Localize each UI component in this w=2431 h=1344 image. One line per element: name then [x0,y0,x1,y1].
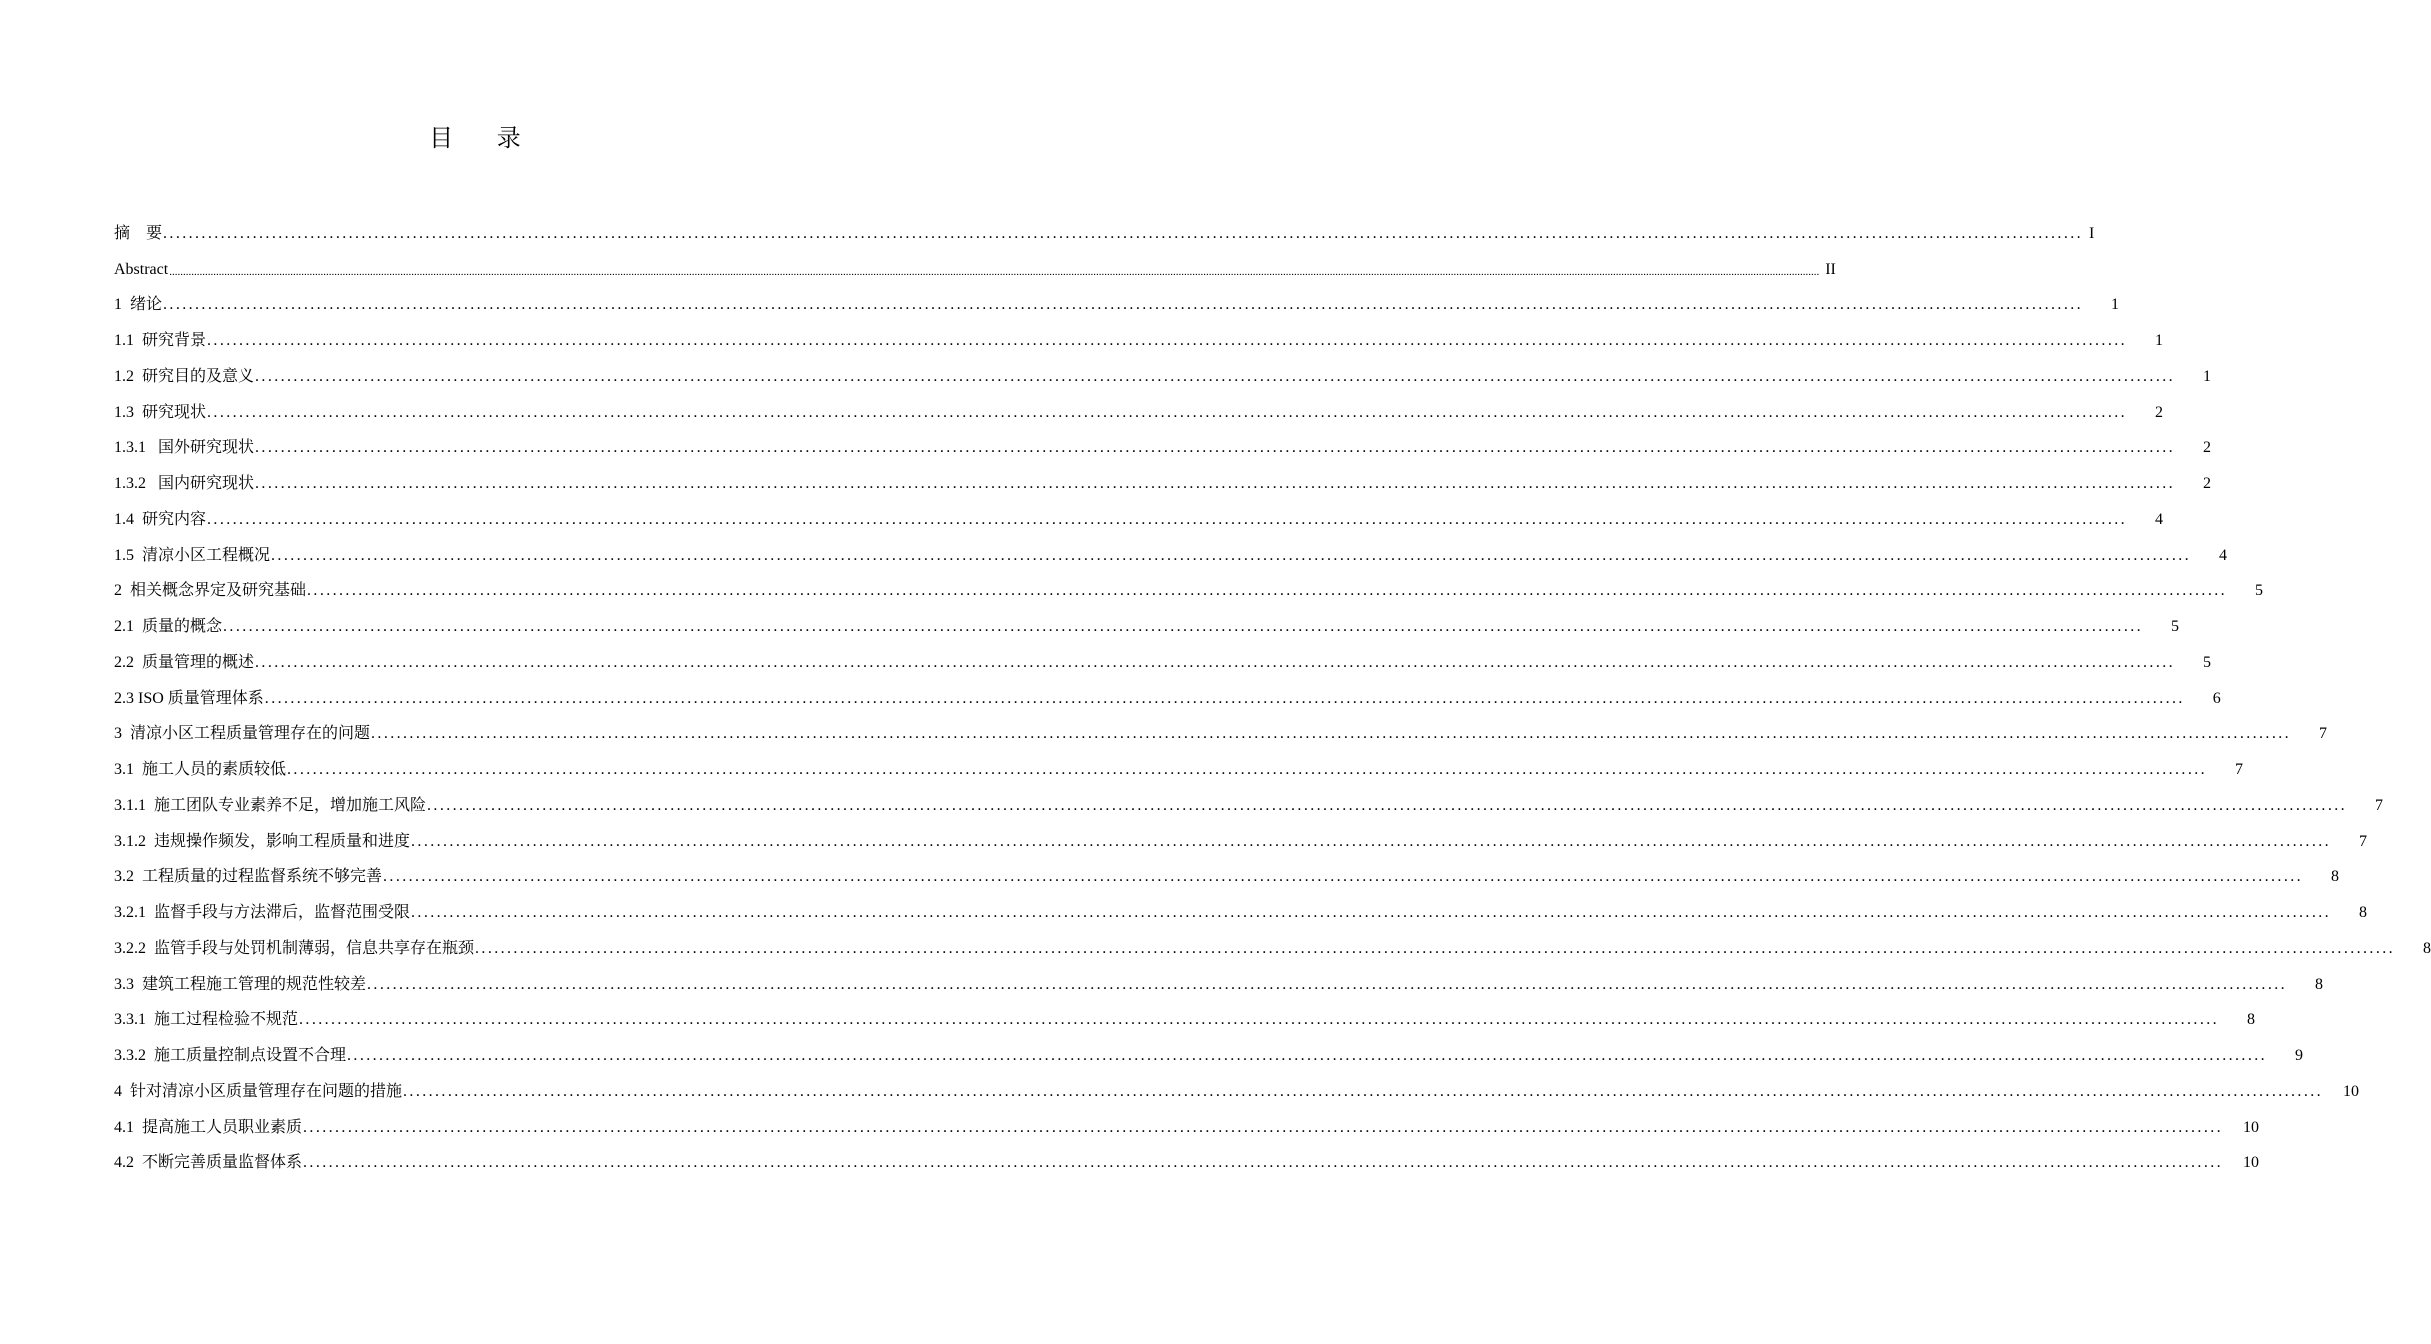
toc-title: 目 录 [429,124,539,152]
toc-entry-label: 3.3 建筑工程施工管理的规范性较差 [114,975,367,993]
toc-entry[interactable] [114,637,2212,673]
toc-dot-leader: ............................................................................................................................................................................................................................................................................................................ [347,1047,2268,1064]
toc-entry-page: 8 [2359,904,2368,921]
toc-list [114,208,2431,1173]
toc-entry-label: 1.3.2 国内研究现状 [114,475,255,492]
toc-entry-page: 10 [2243,1154,2260,1172]
toc-entry-page: 8 [2315,975,2324,993]
toc-entry[interactable] [114,816,2368,852]
toc-dot-leader: ............................................................................................................................................................................................................................................................................................................ [255,439,2176,457]
toc-entry-label: 1.5 清凉小区工程概况 [114,546,271,564]
toc-dot-leader: ............................................................................................................................................................................................................................................................................................................ [475,939,2396,957]
toc-dot-leader: ............................................................................................................................................................................................................................................................................................................ [367,975,2288,993]
toc-dot-leader: ............................................................................................................................................................................................................................................................................................................ [223,618,2144,635]
toc-entry-page: II [1825,260,1836,278]
toc-entry-label: 1.4 研究内容 [114,510,207,528]
toc-dot-leader: ............................................................................................................................................................................................................................................................................................................ [207,510,2128,528]
toc-entry-label: 2.3 ISO 质量管理体系 [114,689,264,707]
toc-dot-leader: ............................................................................................................................................................................................................................................................................................................ [255,367,2176,385]
toc-entry-page: 6 [2212,689,2221,707]
toc-dot-leader: ............................................................................................................................................................................................................................................................................................................ [383,868,2304,886]
toc-dot-leader: ............................................................................................................................................................................................................................................................................................................ [207,332,2128,349]
toc-entry-page: 8 [2247,1011,2256,1029]
toc-entry-page: 7 [2235,761,2244,778]
toc-entry[interactable] [114,1102,2260,1138]
toc-entry-label: 1.1 研究背景 [114,332,207,349]
toc-entry-label: 1.3 研究现状 [114,403,207,421]
toc-entry[interactable] [114,1030,2304,1066]
toc-entry-label: 3.2.2 监管手段与处罚机制薄弱，信息共享存在瓶颈 [114,939,475,957]
toc-dot-leader: ............................................................................................................................................................................................................................................................................................................ [299,1011,2220,1029]
toc-entry-label: 3.2 工程质量的过程监督系统不够完善 [114,868,383,886]
toc-entry[interactable] [114,852,2340,888]
toc-entry[interactable] [114,709,2328,745]
toc-entry-page: 4 [2219,546,2228,564]
toc-entry-page: 5 [2255,582,2264,600]
toc-entry-page: 2 [2155,403,2164,421]
toc-dot-leader: ............................................................................................................................................................................................................................................................................................................ [271,546,2192,564]
toc-dot-leader: ............................................................................................................................................................................................................................................................................................................ [371,725,2292,743]
toc-entry-page: 5 [2171,618,2180,635]
toc-entry[interactable] [114,280,2120,316]
toc-entry-label: 3.1 施工人员的素质较低 [114,761,287,778]
toc-entry[interactable] [114,995,2256,1031]
toc-entry[interactable] [114,673,2221,709]
toc-dot-leader: ............................................................................................................................................................................................................................................................................................................ [207,403,2128,421]
toc-entry[interactable] [114,1066,2360,1102]
toc-entry-label: 4.1 提高施工人员职业素质 [114,1118,303,1136]
toc-dot-leader: ............................................................................................................................................................................................................................................................................................................ [427,796,2348,814]
toc-entry[interactable] [114,1138,2260,1174]
toc-dot-leader: ............................................................................................................................................................................................................................................................................................................ [163,296,2084,314]
toc-entry[interactable] [114,887,2368,923]
toc-entry-page: 4 [2155,510,2164,528]
toc-entry-label: 4 针对清凉小区质量管理存在问题的措施 [114,1082,403,1100]
toc-entry-label: Abstract [114,260,169,278]
toc-entry-page: 7 [2319,725,2328,743]
toc-dot-leader: ............................................................................................................................................................................................................................................................................................................ [307,582,2228,600]
toc-entry[interactable] [114,387,2164,423]
toc-entry[interactable] [114,208,2095,244]
toc-entry[interactable] [114,494,2164,530]
toc-entry-page: 1 [2155,332,2164,349]
toc-entry-page: 7 [2375,796,2384,814]
toc-entry[interactable] [114,244,1836,280]
toc-entry[interactable] [114,530,2228,566]
toc-entry-page: 5 [2203,653,2212,671]
toc-entry-label: 2.2 质量管理的概述 [114,653,255,671]
toc-entry-label: 3 清凉小区工程质量管理存在的问题 [114,725,371,743]
toc-dot-leader: ........................................................................................................................................................................................................................................................................................................................................................................................................................................................................................................................................................................................................................ [169,265,1820,278]
toc-entry-label: 3.2.1 监督手段与方法滞后，监督范围受限 [114,904,411,921]
toc-entry[interactable] [114,923,2431,959]
toc-dot-leader: ............................................................................................................................................................................................................................................................................................................ [411,904,2332,921]
toc-entry-page: 8 [2331,868,2340,886]
toc-entry-label: 3.3.1 施工过程检验不规范 [114,1011,299,1029]
toc-dot-leader: ............................................................................................................................................................................................................................................................................................................ [287,761,2208,778]
toc-dot-leader: ............................................................................................................................................................................................................................................................................................................ [264,689,2185,707]
toc-entry-label: 3.3.2 施工质量控制点设置不合理 [114,1047,347,1064]
toc-entry-page: 8 [2423,939,2431,957]
toc-entry[interactable] [114,601,2180,637]
toc-entry-label: 4.2 不断完善质量监督体系 [114,1154,303,1172]
toc-entry[interactable] [114,351,2212,387]
toc-dot-leader: ............................................................................................................................................................................................................................................................................................................ [411,832,2332,850]
toc-entry-page: 10 [2343,1082,2360,1100]
toc-entry[interactable] [114,744,2244,780]
toc-entry-label: 2 相关概念界定及研究基础 [114,582,307,600]
toc-entry-page: 2 [2203,439,2212,457]
toc-entry-label: 摘 要 [114,224,163,242]
toc-entry-page: I [2089,224,2095,242]
toc-dot-leader: ............................................................................................................................................................................................................................................................................................................ [303,1118,2224,1136]
toc-entry[interactable] [114,566,2264,602]
toc-entry-page: 10 [2243,1118,2260,1136]
toc-entry-label: 3.1.1 施工团队专业素养不足，增加施工风险 [114,796,427,814]
toc-entry-label: 1.3.1 国外研究现状 [114,439,255,457]
toc-entry-page: 2 [2203,475,2212,492]
toc-entry-page: 1 [2111,296,2120,314]
toc-entry-page: 1 [2203,367,2212,385]
toc-entry-page: 9 [2295,1047,2304,1064]
toc-entry-label: 3.1.2 违规操作频发，影响工程质量和进度 [114,832,411,850]
toc-entry[interactable] [114,423,2212,459]
toc-dot-leader: ............................................................................................................................................................................................................................................................................................................ [403,1082,2324,1100]
toc-entry[interactable] [114,959,2324,995]
toc-entry-label: 2.1 质量的概念 [114,618,223,635]
toc-entry-label: 1 绪论 [114,296,163,314]
toc-dot-leader: ............................................................................................................................................................................................................................................................................................................ [255,653,2176,671]
toc-entry-label: 1.2 研究目的及意义 [114,367,255,385]
toc-entry[interactable] [114,315,2164,351]
toc-dot-leader: ............................................................................................................................................................................................................................................................................................................ [303,1154,2224,1172]
toc-dot-leader: ............................................................................................................................................................................................................................................................................................................ [255,475,2176,492]
toc-entry[interactable] [114,780,2384,816]
toc-entry-page: 7 [2359,832,2368,850]
toc-entry[interactable] [114,458,2212,494]
toc-dot-leader: ............................................................................................................................................................................................................................................................................................................ [163,224,2084,242]
